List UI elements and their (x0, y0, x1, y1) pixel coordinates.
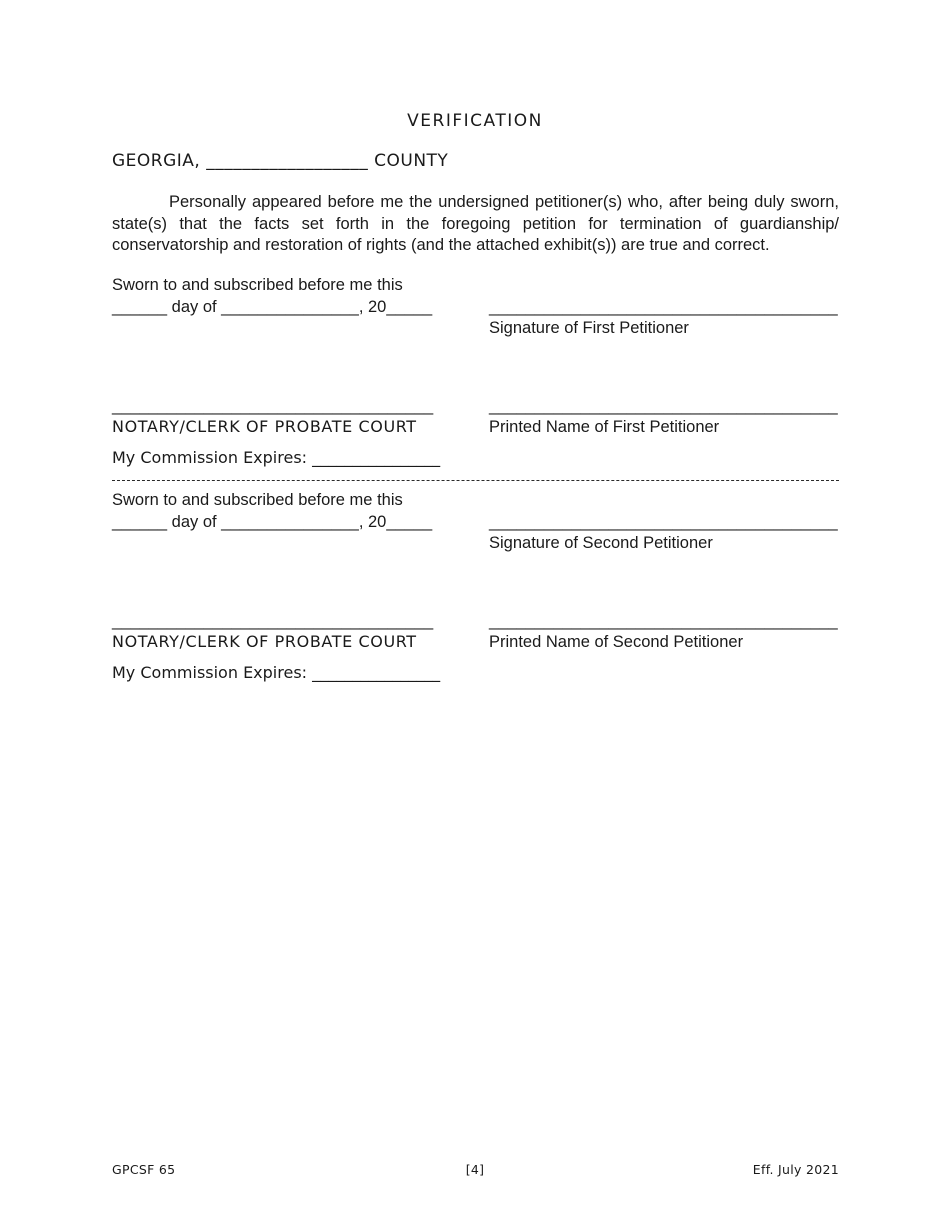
printed-name-line[interactable]: ______________________________________ (489, 612, 838, 630)
signature-line[interactable]: ______________________________________ (489, 513, 838, 531)
signature-line[interactable]: ______________________________________ (489, 298, 838, 316)
section-divider (112, 480, 839, 481)
form-id: GPCSF 65 (112, 1162, 176, 1177)
notary-signature-line[interactable]: ___________________________________ (112, 397, 434, 415)
verification-statement: Personally appeared before me the undersigned petitioner(s) who, after being duly sworn, state(s) that the facts set forth in the foregoing petition for termination of guardianship/ conservatorship and restoration of rights (and the attached exhibit(s)) are true and correct. (112, 193, 839, 254)
page-number: [4] (465, 1162, 485, 1177)
printed-name-line[interactable]: ______________________________________ (489, 397, 838, 415)
commission-expires[interactable]: My Commission Expires: ________________ (112, 448, 441, 467)
notary-label: NOTARY/CLERK OF PROBATE COURT (112, 632, 417, 651)
effective-date: Eff. July 2021 (752, 1162, 839, 1177)
date-line[interactable]: ______ day of _______________, 20_____ (112, 298, 433, 316)
date-line[interactable]: ______ day of _______________, 20_____ (112, 513, 433, 531)
signature-label: Signature of First Petitioner (489, 319, 689, 337)
sworn-line: Sworn to and subscribed before me this (112, 491, 403, 509)
page-title: VERIFICATION (407, 111, 543, 131)
printed-name-label: Printed Name of Second Petitioner (489, 633, 744, 651)
commission-expires[interactable]: My Commission Expires: ________________ (112, 663, 441, 682)
county-line: GEORGIA, __________________ COUNTY (112, 151, 449, 171)
sworn-line: Sworn to and subscribed before me this (112, 276, 403, 294)
signature-label: Signature of Second Petitioner (489, 534, 713, 552)
notary-signature-line[interactable]: ___________________________________ (112, 612, 434, 630)
printed-name-label: Printed Name of First Petitioner (489, 418, 720, 436)
notary-label: NOTARY/CLERK OF PROBATE COURT (112, 417, 417, 436)
